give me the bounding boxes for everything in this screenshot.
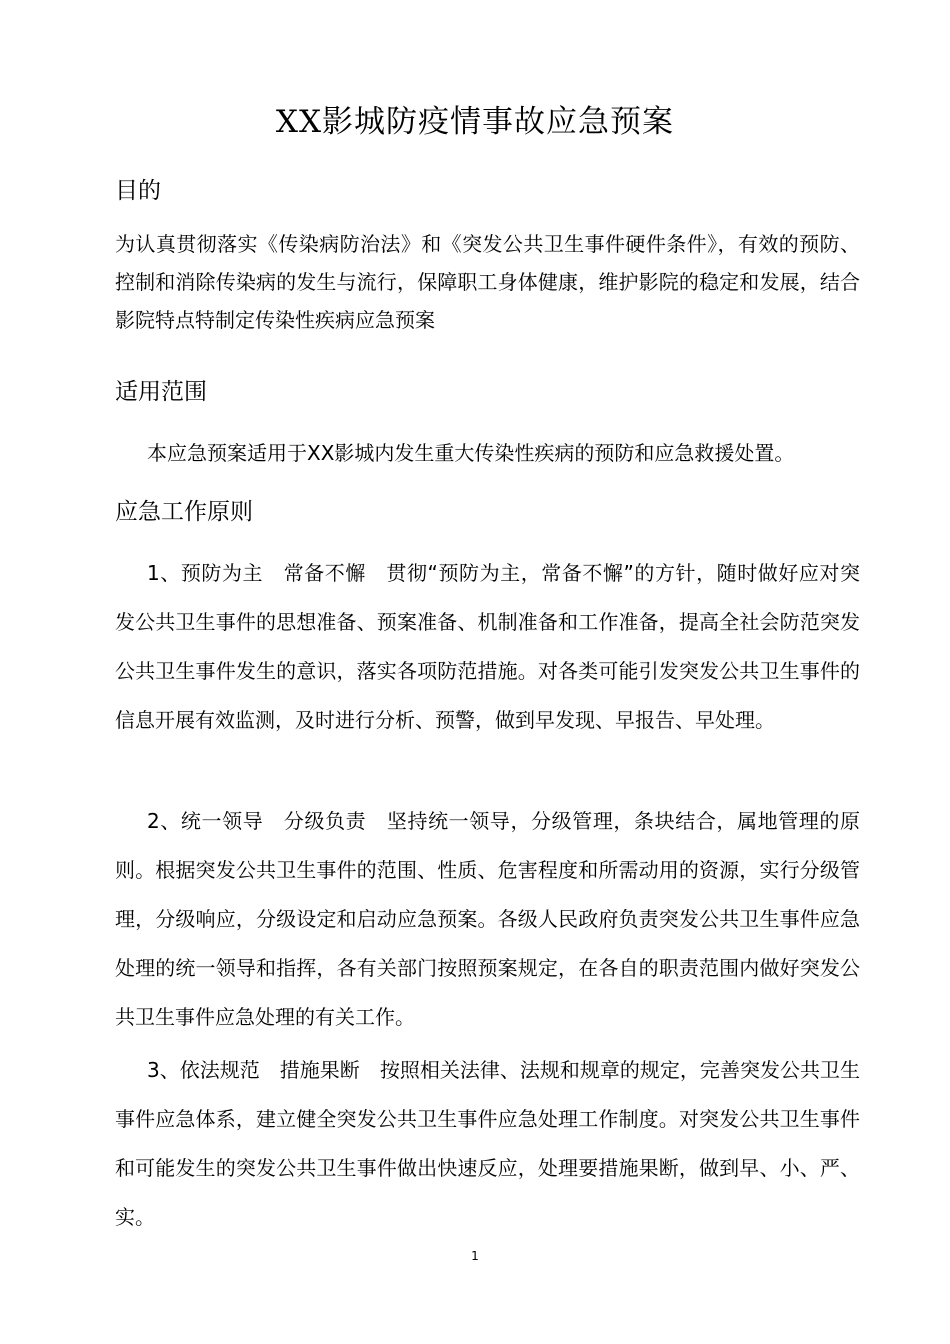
principle-item-3: 3、依法规范 措施果断 按照相关法律、法规和规章的规定，完善突发公共卫生事件应急体系，建立健全突发公共卫生事件应急处理工作制度。对突发公共卫生事件和可能发生的突发公共卫生事件做出快速反应，处理要措施果断，做到早、小、严、实。 — [115, 1058, 860, 1229]
principle-item-1: 1、预防为主 常备不懈 贯彻“预防为主，常备不懈”的方针，随时做好应对突发公共卫生事件的思想准备、预案准备、机制准备和工作准备，提高全社会防范突发公共卫生事件发生的意识，落实各项防范措施。对各类可能引发突发公共卫生事件的信息开展有效监测，及时进行分析、预警，做到早发现、早报告、早处理。 — [115, 561, 860, 732]
document-title: XX影城防疫情事故应急预案 — [275, 104, 675, 140]
purpose-paragraph: 为认真贯彻落实《传染病防治法》和《突发公共卫生事件硬件条件》，有效的预防、控制和消除传染病的发生与流行，保障职工身体健康，维护影院的稳定和发展，结合影院特点特制定传染性疾病应急预案 — [115, 232, 860, 332]
scope-heading: 适用范围 — [115, 379, 207, 405]
page-number: 1 — [471, 1249, 479, 1263]
scope-paragraph: 本应急预案适用于XX影城内发生重大传染性疾病的预防和应急救援处置。 — [147, 441, 795, 465]
principles-heading: 应急工作原则 — [115, 499, 253, 525]
purpose-heading: 目的 — [115, 178, 161, 204]
principle-item-2: 2、统一领导 分级负责 坚持统一领导，分级管理，条块结合，属地管理的原则。根据突发公共卫生事件的范围、性质、危害程度和所需动用的资源，实行分级管理，分级响应，分级设定和启动应急预案。各级人民政府负责突发公共卫生事件应急处理的统一领导和指挥，各有关部门按照预案规定，在各自的职责范围内做好突发公共卫生事件应急处理的有关工作。 — [115, 809, 860, 1029]
